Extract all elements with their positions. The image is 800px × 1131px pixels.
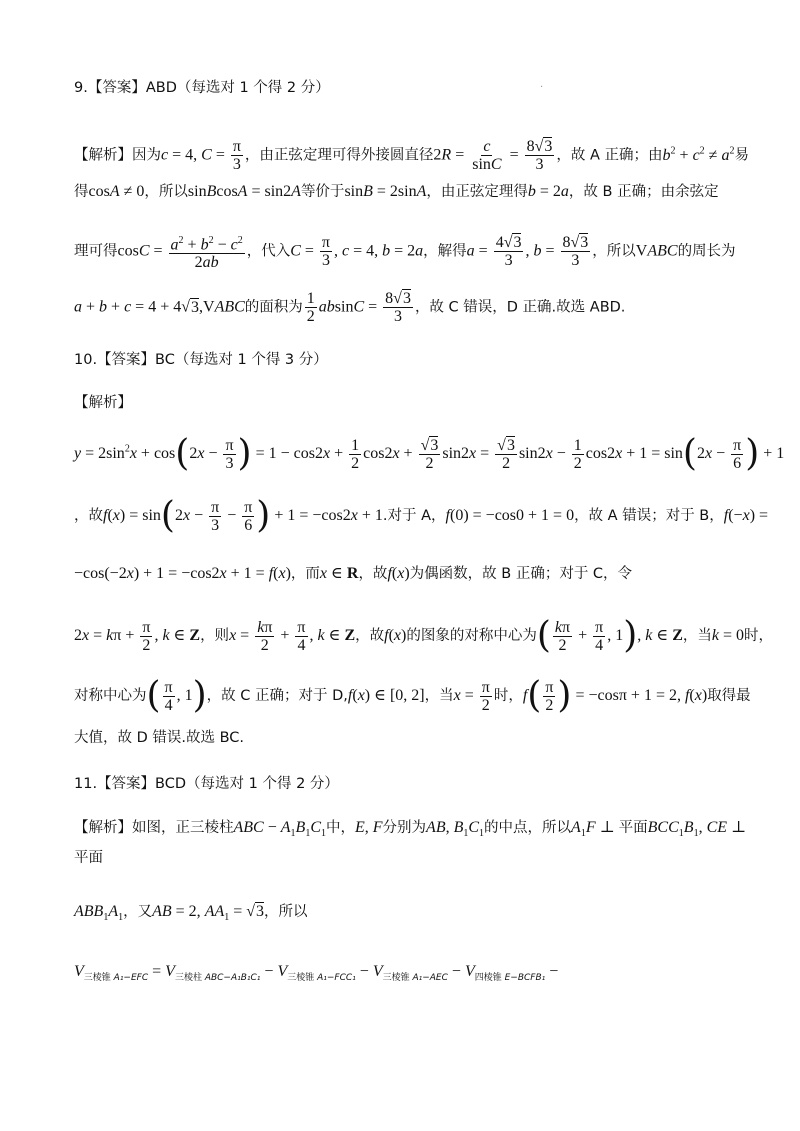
q9-line-1: 【解析】因为c = 4, C = $\frac{\pi}{3}$ ，由正弦定理可得外接圆直径2R = $\frac{c}{\sin C}$ = $\frac{8√3}{3}$ ，故 A 正确；由$b^2 + c^2 \ne a^2$易	[74, 138, 749, 173]
corner-mark: ·	[540, 82, 544, 93]
q10-analysis-label: 【解析】	[74, 395, 132, 411]
q9-line-2: 得cosA ≠ 0，所以sinBcosA = sin2A等价于sinB = 2sinA，由正弦定理得b = 2a，故 B 正确；由余弦定	[74, 183, 719, 200]
q9-answer-header: 9.【答案】ABD（每选对 1 个得 2 分）	[74, 80, 330, 96]
q10-line-5: 对称中心为( $\frac{\pi}{4}$ , 1)，故 C 正确；对于 D,f(x) ∈ [0, 2]，当x = $\frac{\pi}{2}$ 时，f( $\frac{\pi}{2}$ ) = −cosπ + 1 = 2, f(x)取得最	[74, 675, 751, 716]
q11-answer-header: 11.【答案】BCD（每选对 1 个得 2 分）	[74, 776, 339, 792]
q11-line-3: $ABB_1A_1$，又AB = 2, $AA_1 = √3$，所以	[74, 903, 308, 924]
q9-line-4: a + b + c = 4 + 4√3,VABC的面积为 $\frac{1}{2}$ absinC = $\frac{8√3}{3}$ ，故 C 错误，D 正确.故选 ABD.	[74, 290, 626, 325]
q10-line-1: $y = 2\sin^2x + \cos(2x$ − $\frac{\pi}{3}$ ) = 1 − cos2x + $\frac{1}{2}$ cos2x + $\frac{√3}{2}$ sin2x = $\frac{√3}{2}$ sin2x − $\frac{1}{2}$ cos2x + 1 = sin(2x − $\frac{\pi}{6}$ ) + 1	[74, 433, 785, 474]
q9-line-3: 理可得cosC = $\frac{a^2 + b^2 - c^2}{2ab}$ ，代入C = $\frac{\pi}{3}$ , c = 4, b = 2a，解得a = $\frac{4√3}{3}$ , b = $\frac{8√3}{3}$ ，所以VABC的周长为	[74, 232, 736, 271]
q10-line-4: 2x = kπ + $\frac{\pi}{2}$ , k ∈ Z，则x = $\frac{k\pi}{2}$ + $\frac{\pi}{4}$ , k ∈ Z，故f(x)的图象的对称中心为( $\frac{k\pi}{2}$ + $\frac{\pi}{4}$ , 1), k ∈ Z，当k = 0时，	[74, 615, 773, 656]
q11-line-2: 平面	[74, 850, 103, 866]
q11-line-4: $V_{三棱锥 A_1-EFC} = V_{三棱柱 ABC-A_1B_1C_1} - V_{三棱锥 A_1-FCC_1} - V_{三棱锥 A_1-AEC} - V_{四棱锥 E-BCFB_1}$ −	[74, 963, 559, 983]
q10-answer-header: 10.【答案】BC（每选对 1 个得 3 分）	[74, 352, 328, 368]
q10-line-2: ，故f(x) = sin(2x − $\frac{\pi}{3}$ − $\frac{\pi}{6}$ ) + 1 = −cos2x + 1.对于 A，f(0) = −cos0 + 1 = 0，故 A 错误；对于 B，f(−x) =	[74, 495, 769, 536]
q11-line-1: 【解析】如图，正三棱柱ABC − $A_1B_1C_1$中，E, F分别为AB, $B_1C_1$的中点，所以$A_1F$ ⊥ 平面$BCC_1B_1$, CE ⊥	[74, 819, 747, 840]
q10-line-3: −cos(−2x) + 1 = −cos2x + 1 = f(x)，而x ∈ R，故f(x)为偶函数，故 B 正确；对于 C，令	[74, 565, 633, 582]
q10-line-6: 大值，故 D 错误.故选 BC.	[74, 730, 245, 746]
